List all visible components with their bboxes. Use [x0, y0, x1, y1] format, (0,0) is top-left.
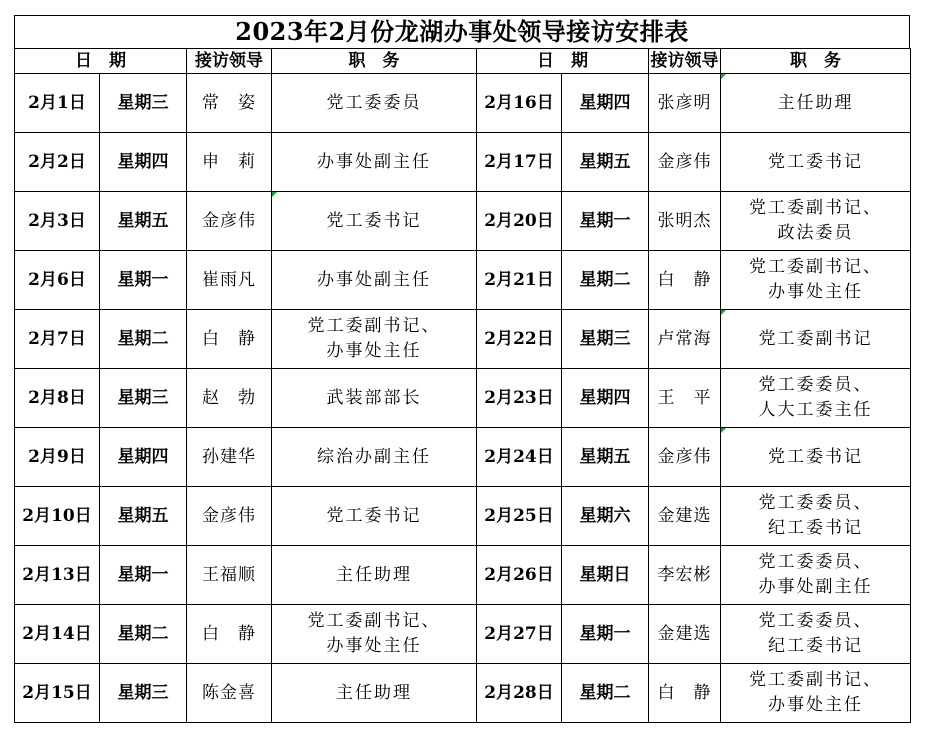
- right-position-cell: [721, 369, 911, 428]
- header-position-left: 职 务: [272, 49, 477, 74]
- left-date-cell: [15, 133, 100, 192]
- position-line: 人大工委主任: [758, 400, 873, 420]
- right-date-text: 2月24日: [484, 446, 554, 467]
- right-leader-text: 白 静: [657, 682, 712, 703]
- position-line: 主任助理: [777, 92, 854, 113]
- position-line: 党工委委员、: [758, 493, 873, 513]
- left-position-cell: [272, 310, 477, 369]
- right-weekday-text: 星期日: [579, 564, 631, 585]
- comment-marker: [721, 310, 726, 315]
- left-weekday-cell: [100, 664, 187, 723]
- right-leader-text: 金彦伟: [657, 446, 712, 467]
- left-weekday-cell: [100, 74, 187, 133]
- schedule-table: [14, 48, 911, 723]
- right-date-cell: [477, 605, 562, 664]
- right-weekday-text: 星期二: [579, 269, 631, 290]
- position-line: 党工委委员、: [758, 375, 873, 395]
- right-weekday-cell: [562, 487, 649, 546]
- left-leader-text: 崔雨凡: [202, 269, 256, 290]
- table-row: [15, 605, 911, 664]
- left-position-cell: [272, 428, 477, 487]
- right-leader-text: 张明杰: [657, 210, 712, 231]
- position-line: 综治办副主任: [317, 446, 431, 467]
- left-position-cell: [272, 487, 477, 546]
- table-row: [15, 369, 911, 428]
- position-line: 党工委书记: [768, 446, 863, 467]
- right-date-cell: [477, 192, 562, 251]
- header-date-left: 日 期: [15, 49, 187, 74]
- left-leader-cell: [187, 133, 272, 192]
- right-leader-cell: [649, 605, 721, 664]
- right-position-cell: [721, 664, 911, 723]
- left-weekday-cell: [100, 546, 187, 605]
- left-date-cell: [15, 428, 100, 487]
- right-weekday-text: 星期四: [579, 387, 631, 408]
- left-date-cell: [15, 546, 100, 605]
- left-position-cell: [272, 192, 477, 251]
- right-leader-text: 白 静: [657, 269, 712, 290]
- right-leader-cell: [649, 310, 721, 369]
- left-leader-cell: [187, 605, 272, 664]
- left-weekday-text: 星期五: [117, 210, 169, 231]
- table-row: [15, 251, 911, 310]
- left-position-cell: [272, 74, 477, 133]
- right-position-cell: [721, 546, 911, 605]
- left-position-cell: [272, 605, 477, 664]
- left-position-cell: [272, 369, 477, 428]
- header-row: [15, 49, 911, 74]
- right-date-cell: [477, 251, 562, 310]
- left-leader-cell: [187, 428, 272, 487]
- left-weekday-cell: [100, 487, 187, 546]
- right-leader-text: 金彦伟: [657, 151, 712, 172]
- left-leader-cell: [187, 192, 272, 251]
- right-weekday-text: 星期三: [579, 328, 631, 349]
- position-line: 主任助理: [336, 564, 412, 585]
- left-weekday-text: 星期二: [117, 623, 169, 644]
- left-date-cell: [15, 487, 100, 546]
- left-weekday-text: 星期三: [117, 92, 169, 113]
- left-date-text: 2月3日: [28, 210, 86, 231]
- right-weekday-text: 星期二: [579, 682, 631, 703]
- left-date-cell: [15, 310, 100, 369]
- left-position-cell: [272, 546, 477, 605]
- right-weekday-cell: [562, 74, 649, 133]
- right-date-text: 2月23日: [484, 387, 554, 408]
- position-line: 办事处主任: [326, 341, 422, 361]
- left-date-cell: [15, 605, 100, 664]
- right-leader-cell: [649, 133, 721, 192]
- right-weekday-text: 星期六: [579, 505, 631, 526]
- right-weekday-text: 星期五: [579, 446, 631, 467]
- right-date-cell: [477, 310, 562, 369]
- left-leader-text: 赵 勃: [202, 387, 256, 408]
- left-weekday-text: 星期四: [117, 446, 169, 467]
- table-row: [15, 133, 911, 192]
- left-leader-cell: [187, 251, 272, 310]
- right-date-cell: [477, 664, 562, 723]
- right-position-cell: [721, 428, 911, 487]
- left-date-text: 2月2日: [28, 151, 86, 172]
- left-position-cell: [272, 251, 477, 310]
- position-line: 党工委副书记、: [307, 611, 441, 631]
- left-leader-text: 金彦伟: [202, 505, 256, 526]
- table-row: [15, 664, 911, 723]
- left-leader-text: 白 静: [202, 328, 256, 349]
- right-position-cell: [721, 133, 911, 192]
- right-date-text: 2月28日: [484, 682, 554, 703]
- position-line: 党工委副书记、: [749, 670, 882, 690]
- left-date-cell: [15, 74, 100, 133]
- right-leader-text: 王 平: [657, 387, 712, 408]
- position-line: 办事处副主任: [317, 151, 431, 172]
- header-leader-right: 接访领导: [649, 49, 721, 74]
- right-date-cell: [477, 133, 562, 192]
- left-leader-text: 金彦伟: [202, 210, 256, 231]
- left-leader-cell: [187, 487, 272, 546]
- right-date-cell: [477, 487, 562, 546]
- left-weekday-text: 星期五: [117, 505, 169, 526]
- right-weekday-cell: [562, 310, 649, 369]
- position-line: 党工委书记: [326, 210, 422, 231]
- right-date-text: 2月26日: [484, 564, 554, 585]
- table-row: [15, 192, 911, 251]
- right-leader-cell: [649, 251, 721, 310]
- left-weekday-cell: [100, 251, 187, 310]
- table-row: [15, 487, 911, 546]
- right-leader-cell: [649, 369, 721, 428]
- right-leader-cell: [649, 428, 721, 487]
- left-leader-text: 王福顺: [202, 564, 256, 585]
- right-leader-cell: [649, 664, 721, 723]
- position-line: 党工委委员、: [758, 611, 873, 631]
- right-position-cell: [721, 192, 911, 251]
- position-line: 办事处副主任: [317, 269, 431, 290]
- position-line: 党工委副书记、: [307, 316, 441, 336]
- position-line: 办事处主任: [326, 636, 422, 656]
- right-position-cell: [721, 251, 911, 310]
- position-line: 党工委书记: [768, 151, 863, 172]
- left-date-cell: [15, 251, 100, 310]
- right-weekday-text: 星期一: [579, 210, 631, 231]
- right-weekday-cell: [562, 605, 649, 664]
- right-date-cell: [477, 369, 562, 428]
- left-date-text: 2月14日: [22, 623, 92, 644]
- schedule-sheet: [14, 15, 910, 723]
- left-leader-text: 申 莉: [202, 151, 256, 172]
- right-leader-cell: [649, 74, 721, 133]
- position-line: 办事处副主任: [758, 577, 873, 597]
- right-weekday-cell: [562, 133, 649, 192]
- left-weekday-cell: [100, 369, 187, 428]
- position-line: 党工委副书记、: [749, 257, 882, 277]
- right-position-cell: [721, 487, 911, 546]
- position-line: 党工委书记: [326, 505, 422, 526]
- right-date-text: 2月20日: [484, 210, 554, 231]
- position-line: 纪工委书记: [768, 636, 863, 656]
- right-date-text: 2月27日: [484, 623, 554, 644]
- left-position-cell: [272, 664, 477, 723]
- position-line: 主任助理: [336, 682, 412, 703]
- right-weekday-cell: [562, 369, 649, 428]
- left-leader-cell: [187, 310, 272, 369]
- right-weekday-cell: [562, 664, 649, 723]
- right-date-text: 2月22日: [484, 328, 554, 349]
- left-weekday-text: 星期三: [117, 682, 169, 703]
- left-weekday-text: 星期一: [117, 564, 169, 585]
- table-row: [15, 428, 911, 487]
- right-position-cell: [721, 605, 911, 664]
- left-weekday-text: 星期一: [117, 269, 169, 290]
- table-row: [15, 310, 911, 369]
- left-weekday-cell: [100, 605, 187, 664]
- left-date-text: 2月8日: [28, 387, 86, 408]
- right-weekday-cell: [562, 546, 649, 605]
- sheet-title: 2023年2月份龙湖办事处领导接访安排表: [14, 15, 910, 48]
- left-date-cell: [15, 192, 100, 251]
- right-weekday-text: 星期五: [579, 151, 631, 172]
- comment-marker: [721, 428, 726, 433]
- header-leader-left: 接访领导: [187, 49, 272, 74]
- left-weekday-cell: [100, 192, 187, 251]
- left-leader-text: 白 静: [202, 623, 256, 644]
- left-leader-text: 孙建华: [202, 446, 256, 467]
- right-date-text: 2月16日: [484, 92, 554, 113]
- left-leader-text: 陈金喜: [202, 682, 256, 703]
- left-weekday-text: 星期三: [117, 387, 169, 408]
- right-leader-cell: [649, 192, 721, 251]
- right-weekday-cell: [562, 192, 649, 251]
- position-line: 办事处主任: [768, 282, 863, 302]
- position-line: 政法委员: [777, 223, 854, 243]
- header-date-right: 日 期: [477, 49, 649, 74]
- left-leader-cell: [187, 664, 272, 723]
- left-date-text: 2月15日: [22, 682, 92, 703]
- left-leader-cell: [187, 74, 272, 133]
- left-date-text: 2月9日: [28, 446, 86, 467]
- left-date-text: 2月10日: [22, 505, 92, 526]
- position-line: 办事处主任: [768, 695, 863, 715]
- comment-marker: [272, 192, 277, 197]
- left-date-text: 2月1日: [28, 92, 86, 113]
- left-position-cell: [272, 133, 477, 192]
- left-leader-cell: [187, 369, 272, 428]
- right-leader-cell: [649, 546, 721, 605]
- right-leader-text: 张彦明: [657, 92, 712, 113]
- left-weekday-cell: [100, 310, 187, 369]
- left-weekday-cell: [100, 428, 187, 487]
- right-leader-text: 金建选: [657, 505, 712, 526]
- left-date-text: 2月6日: [28, 269, 86, 290]
- left-date-cell: [15, 369, 100, 428]
- right-weekday-cell: [562, 428, 649, 487]
- right-date-text: 2月21日: [484, 269, 554, 290]
- table-row: [15, 546, 911, 605]
- left-weekday-text: 星期四: [117, 151, 169, 172]
- position-line: 纪工委书记: [768, 518, 863, 538]
- right-leader-text: 金建选: [657, 623, 712, 644]
- right-leader-text: 李宏彬: [657, 564, 712, 585]
- right-date-cell: [477, 74, 562, 133]
- left-date-text: 2月7日: [28, 328, 86, 349]
- header-position-right: 职 务: [721, 49, 911, 74]
- right-leader-cell: [649, 487, 721, 546]
- right-date-cell: [477, 428, 562, 487]
- position-line: 党工委副书记、: [749, 198, 882, 218]
- position-line: 党工委副书记: [758, 328, 873, 349]
- position-line: 党工委委员、: [758, 552, 873, 572]
- left-leader-cell: [187, 546, 272, 605]
- comment-marker: [721, 74, 726, 79]
- right-weekday-text: 星期一: [579, 623, 631, 644]
- right-leader-text: 卢常海: [657, 328, 712, 349]
- left-date-text: 2月13日: [22, 564, 92, 585]
- left-weekday-cell: [100, 133, 187, 192]
- right-date-text: 2月17日: [484, 151, 554, 172]
- table-row: [15, 74, 911, 133]
- right-date-cell: [477, 546, 562, 605]
- right-position-cell: [721, 74, 911, 133]
- right-weekday-cell: [562, 251, 649, 310]
- right-date-text: 2月25日: [484, 505, 554, 526]
- left-date-cell: [15, 664, 100, 723]
- left-leader-text: 常 姿: [202, 92, 256, 113]
- position-line: 武装部部长: [326, 387, 422, 408]
- left-weekday-text: 星期二: [117, 328, 169, 349]
- right-weekday-text: 星期四: [579, 92, 631, 113]
- position-line: 党工委委员: [326, 92, 422, 113]
- right-position-cell: [721, 310, 911, 369]
